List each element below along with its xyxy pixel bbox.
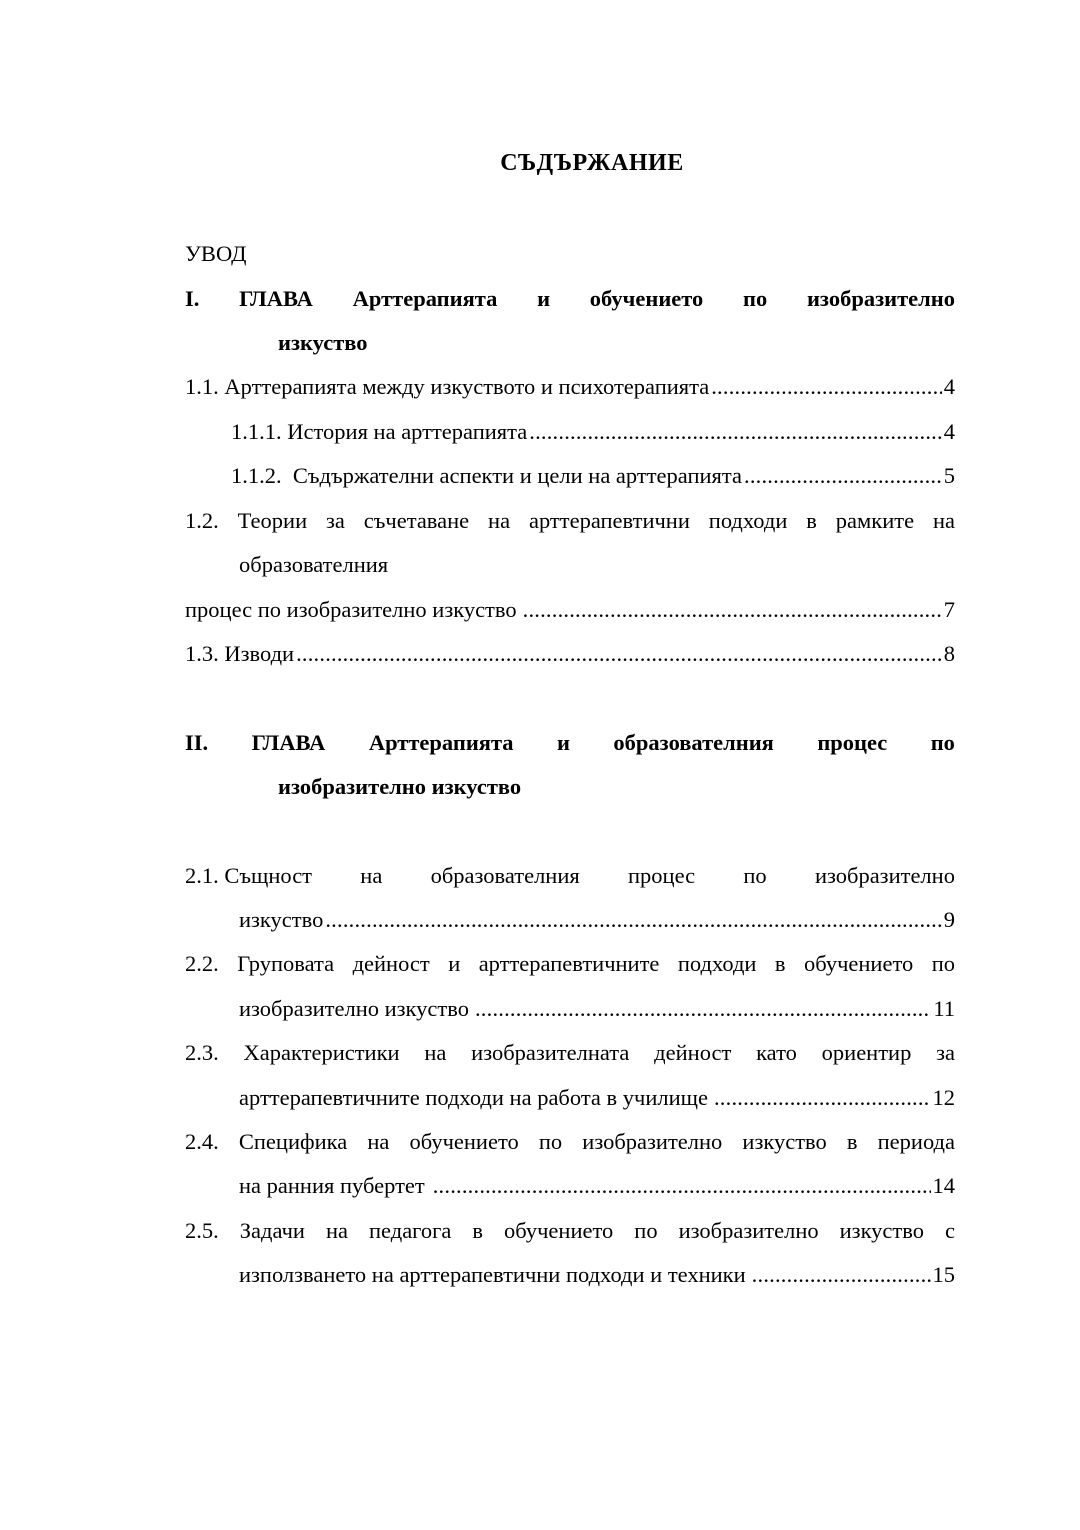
toc-entry-2-3-line1: 2.3. Характеристики на изобразителната дейност като ориентир за — [185, 1040, 955, 1065]
chapter2-word: Арттерапията — [368, 730, 514, 755]
toc-entry-2-4-line1: 2.4. Специфика на обучението по изобразително изкуство в периода — [185, 1129, 955, 1154]
toc-entry-1-2 — [185, 595, 955, 625]
toc-entry-1-1-2 — [231, 461, 955, 491]
toc-entry-text: използването на арттерапевтични подходи и техники — [239, 1262, 746, 1287]
toc-entry-text: процес по изобразително изкуство — [185, 597, 517, 622]
toc-page-number: 11 — [933, 996, 955, 1021]
toc-entry-1-3 — [185, 639, 955, 669]
toc-page-number: 5 — [943, 463, 955, 488]
toc-page-number: 4 — [943, 374, 955, 399]
toc-leader-dots — [529, 417, 942, 447]
chapter1-word: Арттерапията — [352, 286, 498, 311]
toc-entry-2-5 — [239, 1260, 955, 1290]
toc-leader-dots — [325, 905, 941, 935]
toc-entry-text: 1.3. Изводи — [185, 641, 295, 666]
chapter1-word: I. — [185, 286, 200, 311]
toc-page-number: 8 — [943, 641, 955, 666]
chapter2-word: процес — [817, 730, 888, 755]
toc-leader-dots — [296, 639, 942, 669]
toc-entry-text: 1.1. Арттерапията между изкуството и психотерапията — [185, 374, 710, 399]
toc-page-number: 15 — [932, 1262, 955, 1287]
toc-entry-text: 1.1.2. Съдържателни аспекти и цели на арттерапията — [231, 463, 742, 488]
toc-entry-2-4 — [239, 1171, 955, 1201]
toc-entry-2-2-line1: 2.2. Груповата дейност и арттерапевтичните подходи в обучението по — [185, 951, 955, 976]
toc-entry-1-1 — [185, 372, 955, 402]
chapter2-word: II. — [185, 730, 209, 755]
chapter1-word: ГЛАВА — [239, 286, 313, 311]
chapter1-heading-cont: изкуство — [278, 330, 368, 355]
toc-leader-dots — [752, 1260, 931, 1290]
toc-word: на — [360, 863, 383, 888]
toc-entry-2-3 — [239, 1083, 955, 1113]
chapter1-word: по — [743, 286, 768, 311]
toc-entry-text: изобразително изкуство — [239, 996, 469, 1021]
chapter2-word: ГЛАВА — [251, 730, 326, 755]
toc-leader-dots — [475, 994, 931, 1024]
toc-page-number: 14 — [932, 1173, 955, 1198]
toc-page-number: 4 — [943, 419, 955, 444]
page-title: СЪДЪРЖАНИЕ — [500, 150, 684, 176]
toc-entry-2-2 — [239, 994, 955, 1024]
chapter1-word: и — [537, 286, 551, 311]
toc-word: изобразително — [814, 863, 955, 888]
chapter2-word: и — [556, 730, 570, 755]
toc-word: образователния — [430, 863, 580, 888]
toc-entry-1-2-line1: 1.2. Теории за съчетаване на арттерапевтични подходи в рамките на — [185, 508, 955, 533]
toc-word: 2.1. Същност — [185, 863, 313, 888]
toc-entry-text: 1.1.1. История на арттерапията — [231, 419, 528, 444]
chapter1-heading — [185, 284, 955, 314]
toc-entry-text: арттерапевтичните подходи на работа в училище — [239, 1085, 708, 1110]
toc-leader-dots — [714, 1083, 931, 1113]
toc-entry-2-1-line1 — [185, 861, 955, 891]
chapter1-word: обучението — [589, 286, 704, 311]
toc-entry-1-1-1 — [231, 417, 955, 447]
toc-entry-1-2-line2: образователния — [239, 552, 389, 577]
toc-leader-dots — [744, 461, 942, 491]
chapter1-word: изобразително — [806, 286, 955, 311]
chapter2-word: образователния — [613, 730, 774, 755]
toc-entry-text: изкуство — [239, 907, 324, 932]
chapter2-heading — [185, 728, 955, 758]
toc-leader-dots — [711, 372, 942, 402]
toc-leader-dots — [433, 1171, 931, 1201]
toc-word: по — [743, 863, 767, 888]
toc-intro: УВОД — [185, 241, 247, 266]
toc-entry-text: на ранния пубертет — [239, 1173, 425, 1198]
chapter2-heading-cont: изобразително изкуство — [278, 774, 522, 799]
toc-entry-2-5-line1: 2.5. Задачи на педагога в обучението по изобразително изкуство с — [185, 1218, 955, 1243]
toc-page-number: 7 — [943, 597, 955, 622]
toc-leader-dots — [523, 595, 942, 625]
chapter2-word: по — [930, 730, 955, 755]
toc-word: процес — [628, 863, 696, 888]
toc-entry-2-1 — [239, 905, 955, 935]
toc-page-number: 9 — [943, 907, 955, 932]
toc-page-number: 12 — [932, 1085, 955, 1110]
